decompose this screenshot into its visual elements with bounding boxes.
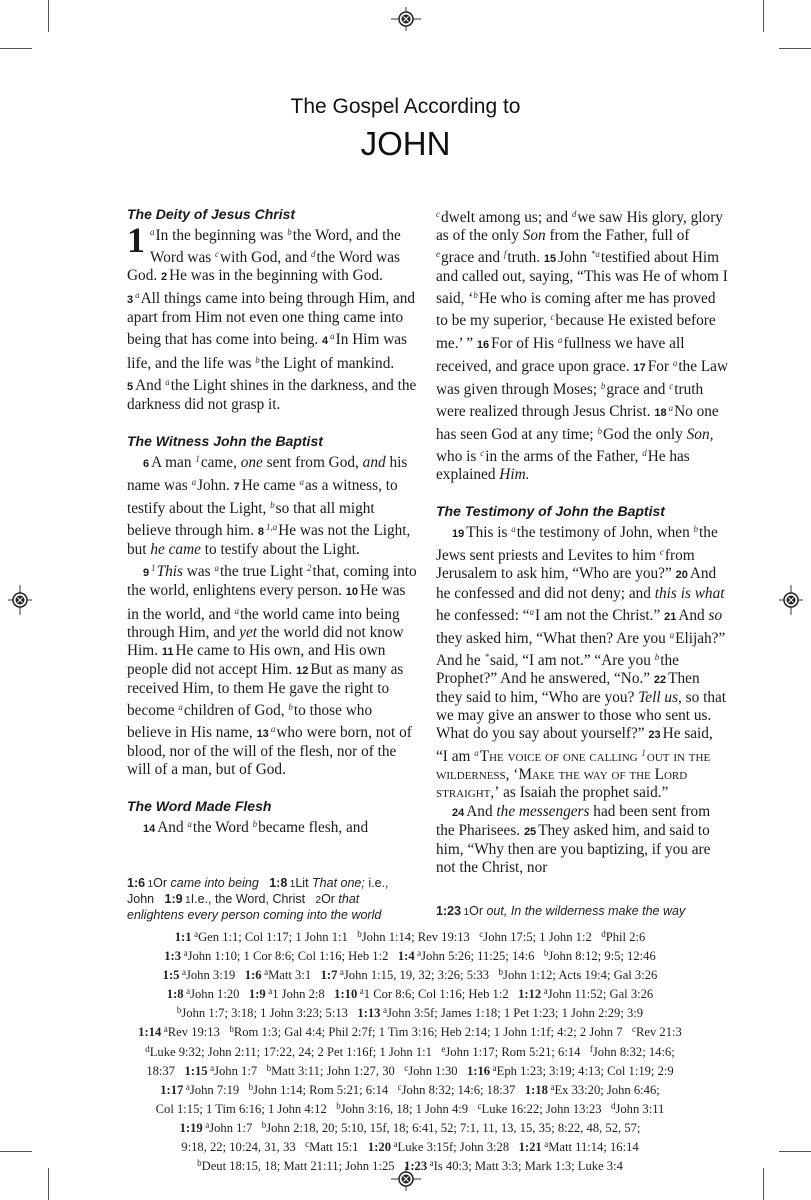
cross-reference-line: 1:5 $^a$John 3:19 1:6 $^a$Matt 3:1 1:7 $^a$John 1:15, 19, 32; 3:26; 5:33 $^b$John 1:12; Acts 19:4; Gal 3:26 (162, 967, 658, 983)
section-gap (436, 484, 728, 502)
cross-references (130, 926, 690, 1174)
section-heading: The Word Made Flesh (127, 798, 272, 815)
right-text-column (436, 205, 728, 877)
book-header (0, 94, 811, 164)
scripture-paragraph: 9 $^1$This was $^a$the true Light $^2$that, coming into the world, enlightens every person. 10 He was in the world, and $^a$the world came into being through Him, and yet the world did not know Him. 11 He came to His own, and His own people did not accept Him. 12 But as many as received Him, to them He gave the right to become $^a$children of God, $^b$to those who believe in His name, 13 $^a$who were born, not of blood, nor of the will of the flesh, nor of the will of a man, but of God. (127, 563, 417, 779)
crop-mark-bottom-right-horizontal (779, 1151, 811, 1152)
scripture-paragraph: $^c$dwelt among us; and $^d$we saw His glory, glory as of the only Son from the Father, full of $^e$grace and $^f$truth. 15 John $^{*a}$testified about Him and called out, saying, “This was He of whom I said, ‘$^b$He who is coming after me has proved to be my superior, $^c$because He existed before me.’ ” 16 For of His $^a$fullness we have all received, and grace upon grace. 17 For $^a$the Law was given through Moses; $^b$grace and $^c$truth were realized through Jesus Christ. 18 $^a$No one has seen God at any time; $^b$God the only Son, who is $^c$in the arms of the Father, $^d$He has explained Him. (436, 209, 729, 484)
cross-reference-line: 1:3 $^a$John 1:10; 1 Cor 8:6; Col 1:16; Heb 1:2 1:4 $^a$John 5:26; 11:25; 14:6 $^b$John 8:12; 9:5; 12:46 (164, 948, 656, 964)
cross-reference-line: 18:37 1:15 $^a$John 1:7 $^b$Matt 3:11; John 1:27, 30 $^c$John 1:30 1:16 $^a$Eph 1:23; 3:19; 4:13; Col 1:19; 2:9 (146, 1062, 674, 1078)
cross-reference-line: $^d$Luke 9:32; John 2:11; 17:22, 24; 2 Pet 1:16f; 1 John 1:1 $^e$John 1:17; Rom 5:21; 6:14 $^f$John 8:32; 14:6; (145, 1043, 675, 1059)
crop-mark-bottom-left-horizontal (0, 1151, 32, 1152)
cross-reference-line: 9:18, 22; 10:24, 31, 33 $^c$Matt 15:1 1:20 $^a$Luke 3:15f; John 3:28 1:21 $^a$Matt 11:14; 16:14 (181, 1139, 639, 1155)
registration-mark-left-icon (5, 585, 35, 615)
crop-mark-top-right-vertical (763, 0, 764, 32)
registration-mark-top-icon (391, 4, 421, 34)
crop-mark-top-right-horizontal (779, 48, 811, 49)
crop-mark-bottom-right-vertical (763, 1168, 764, 1200)
cross-reference-line: 1:19 $^a$John 1:7 $^b$John 2:18, 20; 5:10, 15f, 18; 6:41, 52; 7:1, 11, 13, 15, 35; 8:22, 48, 52, 57; (179, 1119, 641, 1135)
cross-reference-line: 1:14 $^a$Rev 19:13 $^b$Rom 1:3; Gal 4:4; Phil 2:7f; 1 Tim 3:16; Heb 2:14; 1 John 1:1f; 4:2; 2 John 7 $^c$Rev 21:3 (138, 1024, 682, 1040)
scripture-paragraph: 14 And $^a$the Word $^b$became flesh, and (143, 819, 369, 837)
section-gap (127, 414, 419, 432)
left-text-column (127, 205, 419, 838)
book-subtitle: The Gospel According to (290, 95, 521, 118)
cross-reference-line: 1:8 $^a$John 1:20 1:9 $^a$1 John 2:8 1:10 $^a$1 Cor 8:6; Col 1:16; Heb 1:2 1:12 $^a$John 11:52; Gal 3:26 (166, 986, 654, 1002)
cross-reference-line: $^b$Deut 18:15, 18; Matt 21:11; John 1:25 1:23 $^a$Is 40:3; Matt 3:3; Mark 1:3; Luke 3:4 (197, 1158, 623, 1174)
cross-reference-line: 1:17 $^a$John 7:19 $^b$John 1:14; Rom 5:21; 6:14 $^c$John 8:32; 14:6; 18:37 1:18 $^a$Ex 33:20; John 6:46; (160, 1081, 660, 1097)
cross-reference-line: Col 1:15; 1 Tim 6:16; 1 John 4:12 $^b$John 3:16, 18; 1 John 4:9 $^c$Luke 16:22; John 13:23 $^d$John 3:11 (155, 1100, 665, 1116)
section-heading: The Deity of Jesus Christ (127, 206, 296, 222)
section-heading: The Witness John the Baptist (127, 432, 323, 449)
book-title: JOHN (360, 125, 451, 162)
cross-reference-line: $^b$John 1:7; 3:18; 1 John 3:23; 5:13 1:13 $^a$John 3:5f; James 1:18; 1 Pet 1:23; 1 John 2:29; 3:9 (176, 1005, 644, 1021)
footnotes-left: 1:6 1Or came into being 1:8 1Lit That one; i.e., John 1:9 1I.e., the Word, Christ 2Or that enlightens every person coming into the world (127, 876, 389, 922)
section-heading: The Testimony of John the Baptist (436, 503, 665, 520)
scripture-paragraph: 6 A man $^1$came, one sent from God, and his name was $^a$John. 7 He came $^a$as a witness, to testify about the Light, $^b$so that all might believe through him. 8 $^{1,a}$He was not the Light, but he came to testify about the Light. (127, 453, 411, 559)
crop-mark-top-left-horizontal (0, 48, 32, 49)
scripture-paragraph: 19 This is $^a$the testimony of John, when $^b$the Jews sent priests and Levites to him $^c$from Jerusalem to ask him, “Who are you?” 20 And he confessed and did not deny; and this is what he confessed: “$^a$I am not the Christ.” 21 And so they asked him, “What then? Are you $^a$Elijah?” And he *said, “I am not.” “Are you $^b$the Prophet?” And he answered, “No.” 22 Then they said to him, “Who are you? Tell us, so that we may give an answer to those who sent us. What do you say about yourself?” 23 He said, “I am $^a$The voice of one calling $^1$out in the wilderness, ‘Make the way of the Lord straight,’ as Isaiah the prophet said.” (436, 524, 727, 802)
scripture-paragraph: 1 $^a$In the beginning was $^b$the Word, and the Word was $^c$with God, and $^d$the Word was God. 2 He was in the beginning with God. 3 $^a$All things came into being through Him, and apart from Him not even one thing came into being that has come into being. 4 $^a$In Him was life, and the life was $^b$the Light of mankind. 5 And $^a$the Light shines in the darkness, and the darkness did not grasp it. (127, 220, 417, 413)
cross-reference-line: 1:1 $^a$Gen 1:1; Col 1:17; 1 John 1:1 $^b$John 1:14; Rev 19:13 $^c$John 17:5; 1 John 1:2 $^d$Phil 2:6 (174, 929, 646, 944)
crop-mark-bottom-left-vertical (48, 1168, 49, 1200)
footnotes-right: 1:23 1Or out, In the wilderness make the way (436, 904, 686, 918)
scripture-paragraph: 24 And the messengers had been sent from the Pharisees. 25 They asked him, and said to him, “Why then are you baptizing, if you are not the Christ, nor (436, 802, 711, 876)
section-gap (127, 779, 419, 797)
registration-mark-right-icon (776, 585, 806, 615)
crop-mark-top-left-vertical (48, 0, 49, 32)
